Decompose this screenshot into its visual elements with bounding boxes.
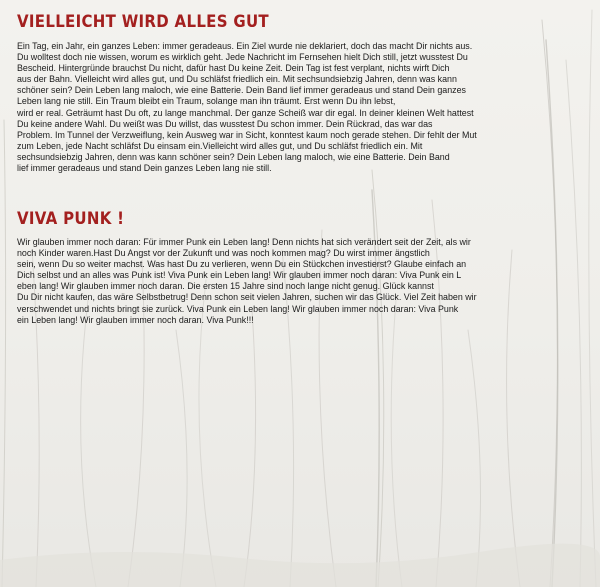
lyrics-line: zum Leben, jede Nacht schläfst Du einsam ein.Vielleicht wird alles gut, und Du schläfst friedlich ein. Mit [17,140,423,151]
lyrics-line: sechsundsiebzig Jahren, denn was kann schöner sein? Dein Leben lang maloch, wie eine Batterie. Dein Band [17,151,450,162]
lyrics-line: lief immer geradeaus und stand Dein ganzes Leben lang nie still. [17,163,272,174]
lyrics-viva-punk [17,237,587,326]
lyrics-line: sein, wenn Du so weiter machst. Was hast Du zu verlieren, wenn Du ein Stückchen investierst? Glaube einfach an [17,259,467,270]
lyrics-line: Du keine andere Wahl. Du weißt was Du willst, das wusstest Du schon immer. Dein Rückrad, das war das [17,118,433,129]
lyrics-line: Dich selbst und an alles was Punk ist! Viva Punk ein Leben lang! Wir glauben immer noch daran: Viva Punk ein L [17,270,462,281]
lyrics-line: Bescheid. Hintergründe brauchst Du nicht, dafür hast Du keine Zeit. Dein Tag ist fest verplant, nichts wirft Dich [17,63,450,74]
song-title-vielleicht-wird-alles-gut: VIELLEICHT WIRD ALLES GUT [17,11,269,32]
lyrics-line: Ein Tag, ein Jahr, ein ganzes Leben: immer geradeaus. Ein Ziel wurde nie deklariert, doch das macht Dir nichts aus. [17,41,473,51]
lyrics-line: wird er real. Geträumt hast Du oft, zu lange manchmal. Der ganze Scheiß war dir egal. In deiner kleinen Welt hattest [17,107,474,118]
lyrics-line: verschwendet und nichts bringt sie zurück. Viva Punk ein Leben lang! Wir glauben immer noch daran: Viva Punk [17,303,459,314]
lyrics-line: Du Dir nicht kaufen, das wäre Selbstbetrug! Denn schon seit vielen Jahren, suchen wir das Glück. Viel Zeit haben wir [17,292,477,303]
lyrics-line: aus der Bahn. Vielleicht wird alles gut, und Du schläfst friedlich ein. Mit sechsundsiebzig Jahren, denn was kann [17,74,457,85]
lyrics-line: Problem. Im Tunnel der Verzweiflung, kein Ausweg war in Sicht, konntest kaum noch gerade stehen. Dir fehlt der Mut [17,129,477,140]
lyrics-line: eben lang! Wir glauben immer noch daran. Die ersten 15 Jahre sind noch lange nicht genug. Glück kannst [17,281,434,292]
lyrics-line: Leben lang nie still. Ein Traum bleibt ein Traum, solange man ihn träumt. Erst wenn Du ihn lebst, [17,96,396,107]
lyrics-line: noch Kinder waren.Hast Du Angst vor der Zukunft und was noch kommen mag? Du wirst immer ängstlich [17,248,430,259]
lyrics-line: schöner sein? Dein Leben lang maloch, wie eine Batterie. Dein Band lief immer geradeaus und stand Dein ganzes [17,85,466,96]
lyrics-line: Du wolltest doch nie wissen, worum es wirklich geht. Jede Nachricht im Fernsehen hielt Dich still, jetzt wusstest Du [17,52,468,63]
song-title-viva-punk: VIVA PUNK ! [17,208,125,229]
lyrics-vielleicht-wird-alles-gut [17,41,587,174]
lyrics-line: ein Leben lang! Wir glauben immer noch daran. Viva Punk!!! [17,314,254,325]
lyrics-line: Wir glauben immer noch daran: Für immer Punk ein Leben lang! Denn nichts hat sich verändert seit der Zeit, als wir [17,237,471,247]
